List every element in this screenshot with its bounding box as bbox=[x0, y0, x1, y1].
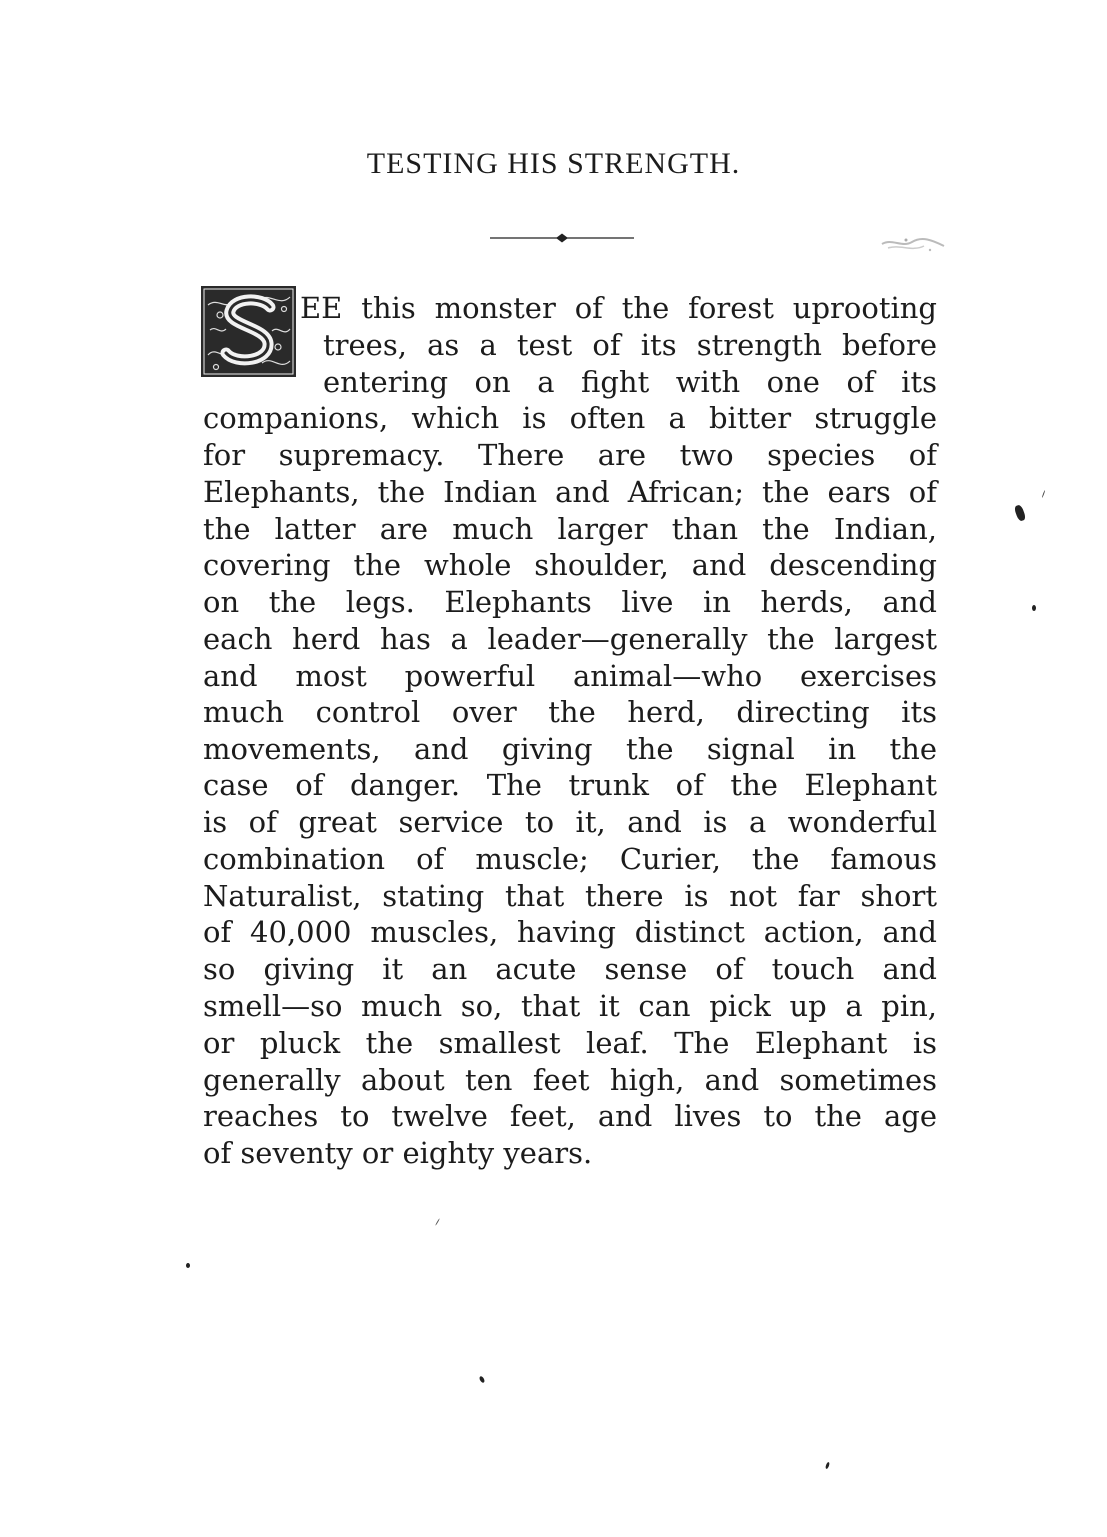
text-line: much control over the herd, directing its bbox=[203, 695, 937, 729]
text-line: EE this monster of the forest uprooting bbox=[300, 291, 937, 325]
print-smudge-icon bbox=[878, 234, 950, 256]
text-line-last: of seventy or eighty years. bbox=[203, 1136, 593, 1170]
ornament-rule-icon bbox=[490, 232, 634, 244]
ink-speck-icon bbox=[1014, 504, 1027, 522]
text-line: Naturalist, stating that there is not far short bbox=[203, 879, 937, 913]
text-line: combination of muscle; Curier, the famous bbox=[203, 842, 937, 876]
ink-speck-icon bbox=[1032, 605, 1036, 611]
ink-speck-icon bbox=[1042, 490, 1046, 498]
text-line: entering on a fight with one of its bbox=[323, 365, 937, 399]
text-line: or pluck the smallest leaf. The Elephant is bbox=[203, 1026, 937, 1060]
ink-speck-icon bbox=[435, 1218, 440, 1225]
text-line: smell—so much so, that it can pick up a pin, bbox=[203, 989, 937, 1023]
ink-speck-icon bbox=[186, 1263, 190, 1268]
text-line: trees, as a test of its strength before bbox=[323, 328, 937, 362]
text-line: each herd has a leader—generally the largest bbox=[203, 622, 937, 656]
text-line: of 40,000 muscles, having distinct action, and bbox=[203, 915, 937, 949]
ornamental-dropcap-s-icon bbox=[200, 285, 297, 378]
text-line: generally about ten feet high, and sometimes bbox=[203, 1063, 937, 1097]
text-line: Elephants, the Indian and African; the ears of bbox=[203, 475, 937, 509]
text-line: case of danger. The trunk of the Elephant bbox=[203, 768, 937, 802]
text-line: companions, which is often a bitter struggle bbox=[203, 401, 937, 435]
page-title: TESTING HIS STRENGTH. bbox=[366, 147, 741, 180]
text-line: is of great service to it, and is a wonderful bbox=[203, 805, 937, 839]
ink-speck-icon bbox=[479, 1375, 486, 1383]
text-line: movements, and giving the signal in the bbox=[203, 732, 937, 766]
ink-speck-icon bbox=[825, 1462, 830, 1470]
text-line: and most powerful animal—who exercises bbox=[203, 659, 937, 693]
text-line: on the legs. Elephants live in herds, and bbox=[203, 585, 937, 619]
text-line: for supremacy. There are two species of bbox=[203, 438, 937, 472]
text-line: covering the whole shoulder, and descending bbox=[203, 548, 937, 582]
text-line: so giving it an acute sense of touch and bbox=[203, 952, 937, 986]
text-line: reaches to twelve feet, and lives to the age bbox=[203, 1099, 937, 1133]
text-line: the latter are much larger than the Indian, bbox=[203, 512, 937, 546]
